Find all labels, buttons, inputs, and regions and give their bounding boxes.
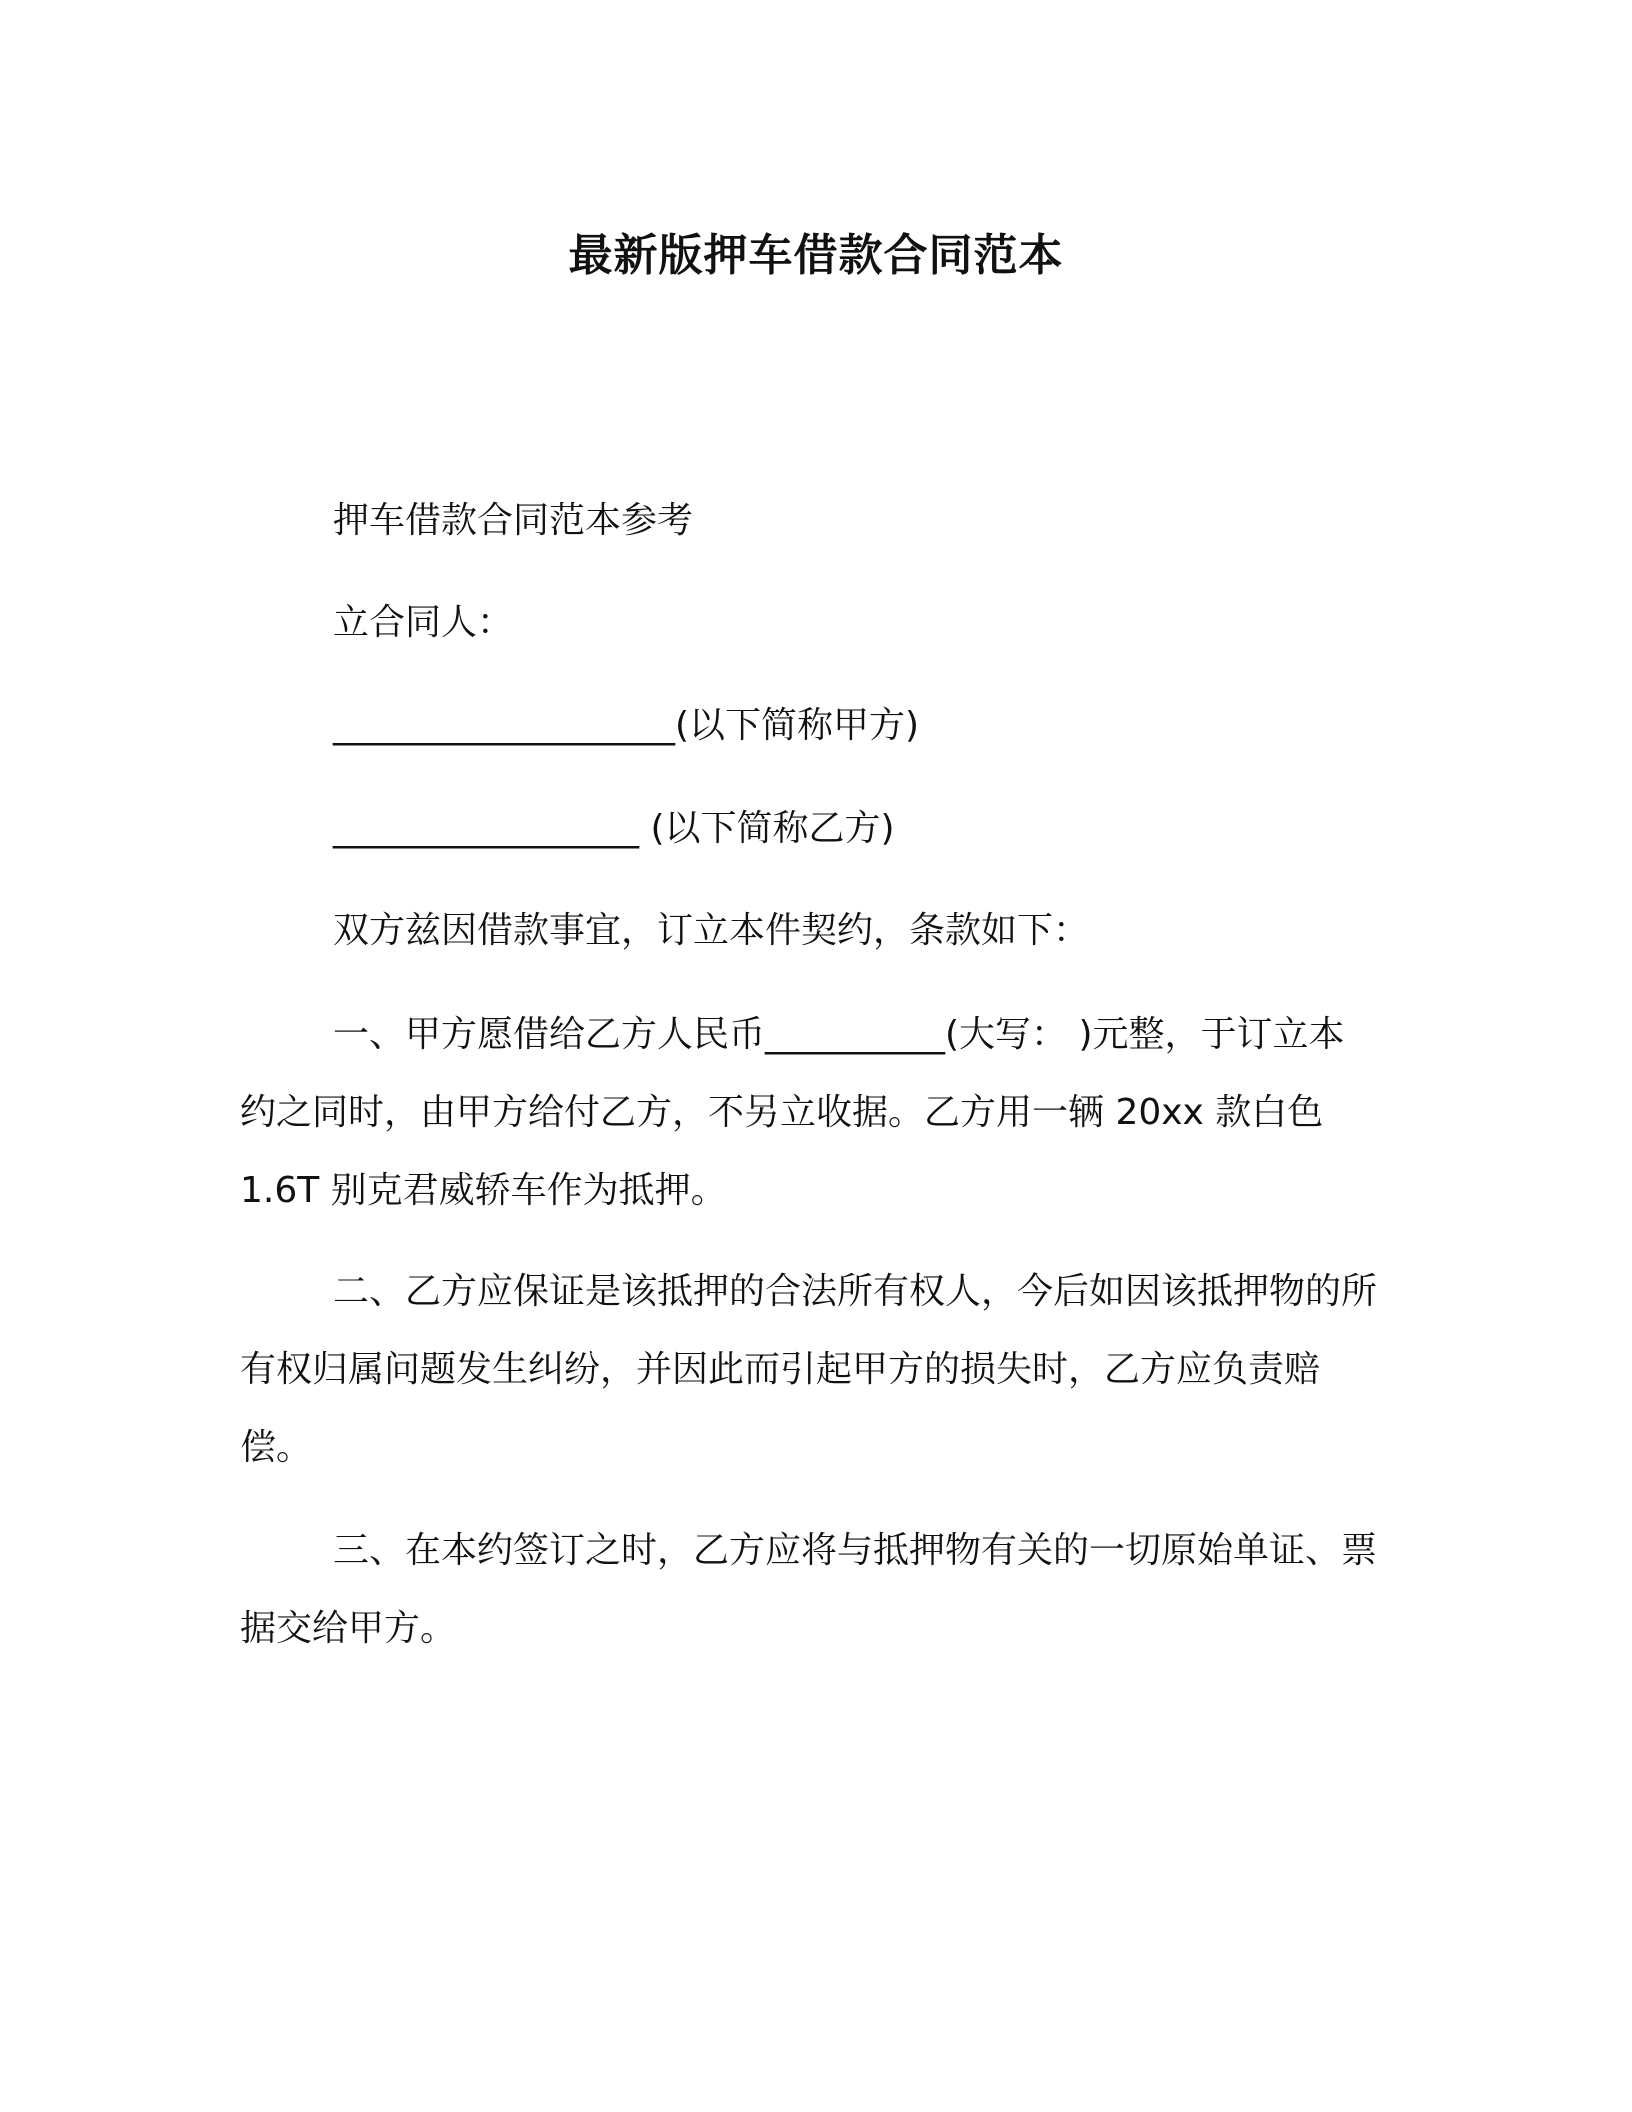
document-subtitle: 押车借款合同范本参考: [333, 500, 694, 541]
intro-paragraph: 双方兹因借款事宜，订立本件契约，条款如下：: [333, 910, 1090, 951]
clause-1-text: 一、甲方愿借给乙方人民币__________(大写： )元整，于订立本约之同时，由甲方给付乙方，不另立收据。乙方用一辆 20xx 款白色 1.6T 别克君威轿车作为抵押。: [240, 1014, 1345, 1211]
parties-label: 立合同人：: [333, 602, 514, 643]
clause-2: [240, 1253, 1380, 1487]
party-b-line: _________________ (以下简称乙方): [333, 808, 895, 849]
document-title: 最新版押车借款合同范本: [568, 230, 1064, 281]
clause-2-text: 二、乙方应保证是该抵押的合法所有权人，今后如因该抵押物的所有权归属问题发生纠纷，并因此而引起甲方的损失时，乙方应负责赔偿。: [240, 1271, 1378, 1468]
clause-1: [240, 996, 1380, 1230]
clause-3-text: 三、在本约签订之时，乙方应将与抵押物有关的一切原始单证、票据交给甲方。: [240, 1530, 1378, 1649]
party-a-line: ___________________(以下简称甲方): [333, 705, 920, 746]
clause-3: [240, 1512, 1380, 1668]
